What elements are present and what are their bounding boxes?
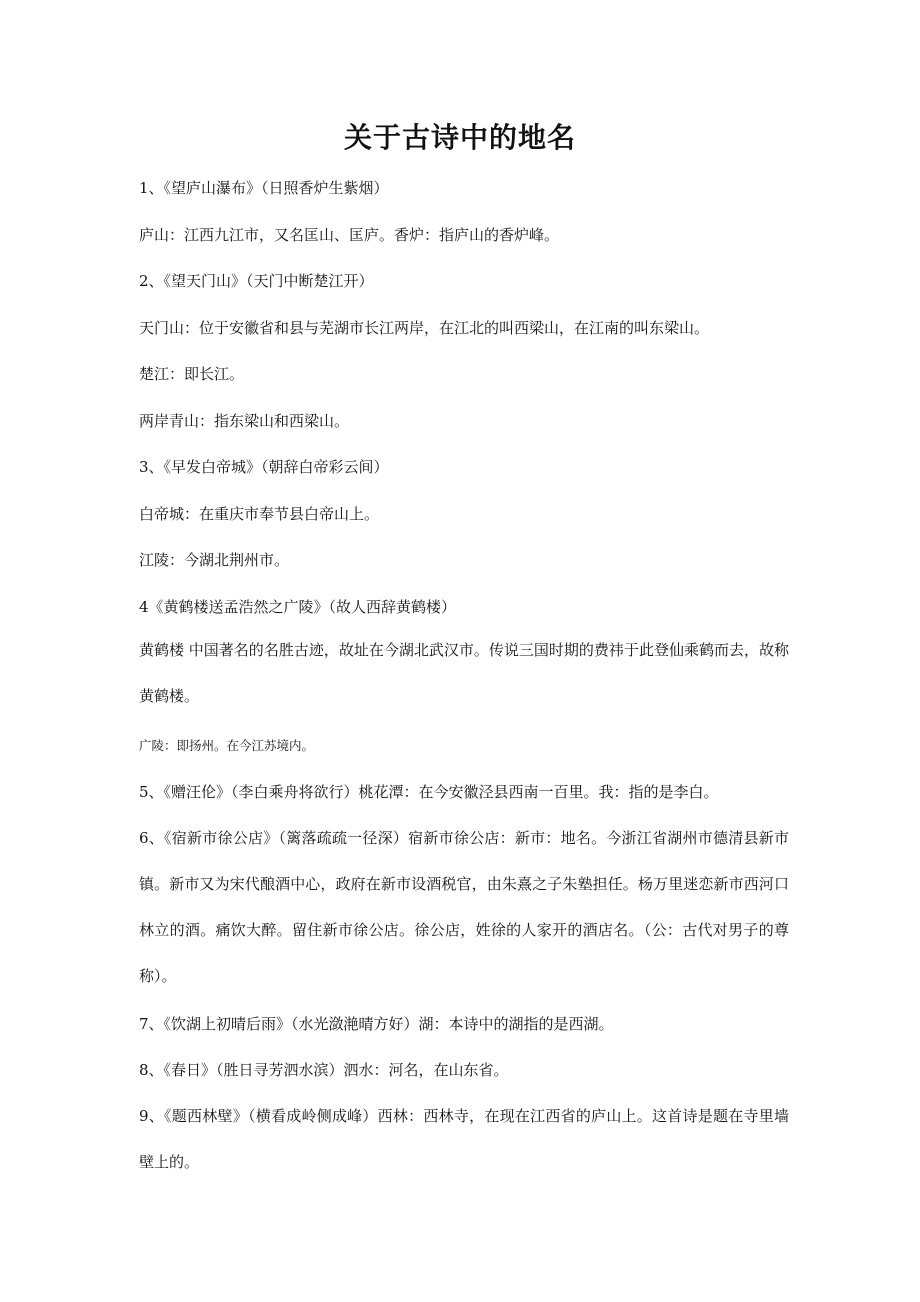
note-line: 天门山：位于安徽省和县与芜湖市长江两岸，在江北的叫西梁山，在江南的叫东梁山。 [139, 319, 710, 337]
note-line: 白帝城：在重庆市奉节县白帝山上。 [139, 505, 380, 523]
poem-entry-9: 9、《题西林壁》（横看成岭侧成峰）西林：西林寺，在现在江西省的庐山上。这首诗是题在寺里墙壁上的。 [139, 1107, 789, 1171]
poem-heading-1: 1、《望庐山瀑布》（日照香炉生紫烟） [139, 179, 389, 197]
poem-entry-7: 7、《饮湖上初晴后雨》（水光潋滟晴方好）湖：本诗中的湖指的是西湖。 [139, 1015, 614, 1033]
poem-entry-5: 5、《赠汪伦》（李白乘舟将欲行）桃花潭：在今安徽泾县西南一百里。我：指的是李白。 [139, 783, 719, 801]
note-line: 庐山：江西九江市，又名匡山、匡庐。香炉：指庐山的香炉峰。 [139, 226, 560, 244]
document-title: 关于古诗中的地名 [343, 121, 576, 154]
note-line: 江陵：今湖北荆州市。 [139, 551, 290, 569]
poem-heading-3: 3、《早发白帝城》（朝辞白帝彩云间） [139, 458, 389, 476]
poem-heading-4: 4《黄鹤楼送孟浩然之广陵》（故人西辞黄鹤楼） [139, 598, 457, 616]
note-line: 两岸青山：指东梁山和西梁山。 [139, 412, 350, 430]
note-line: 楚江：即长江。 [139, 365, 245, 383]
poem-entry-6: 6、《宿新市徐公店》（篱落疏疏一径深）宿新市徐公店：新市：地名。今浙江省湖州市德清县新市镇。新市又为宋代酿酒中心，政府在新市设酒税官，由朱熹之子朱塾担任。杨万里迷恋新市西河口林立的酒。痛饮大醉。留住新市徐公店。徐公店，姓徐的人家开的酒店名。（公：古代对男子的尊称）。 [139, 829, 789, 985]
poem-entry-8: 8、《春日》（胜日寻芳泗水滨）泗水：河名，在山东省。 [139, 1061, 509, 1079]
note-line-small: 广陵：即扬州。在今江苏境内。 [139, 738, 315, 753]
poem-heading-2: 2、《望天门山》（天门中断楚江开） [139, 272, 374, 290]
note-paragraph: 黄鹤楼 中国著名的名胜古迹，故址在今湖北武汉市。传说三国时期的费祎于此登仙乘鹤而去，故称黄鹤楼。 [139, 641, 789, 705]
